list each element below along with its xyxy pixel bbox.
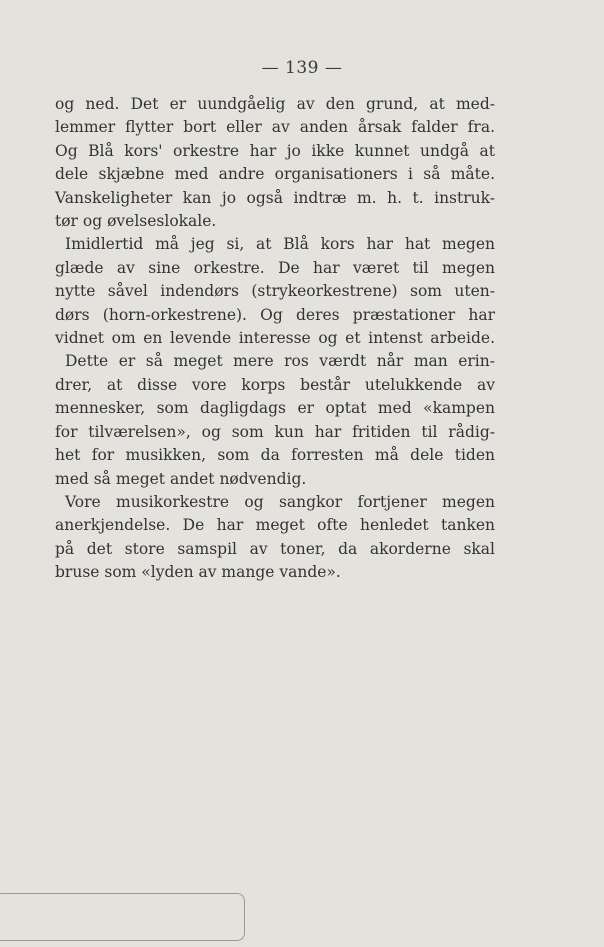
text-line: Dette er så meget mere ros værdt når man erin- (65, 352, 495, 371)
text-line: Og Blå kors' orkestre har jo ikke kunnet undgå at (55, 141, 495, 160)
text-line: vidnet om en levende interesse og et intenst arbeide. (55, 329, 495, 348)
text-line: nytte såvel indendørs (strykeorkestrene) som uten- (55, 282, 495, 301)
text-line: og ned. Det er uundgåelig av den grund, at med- (55, 95, 495, 113)
text-line: dele skjæbne med andre organisationers i så måte. (55, 165, 495, 184)
text-line: for tilværelsen», og som kun har fritiden til rådig- (55, 422, 495, 441)
text-line: mennesker, som dagligdags er optat med «kampen (55, 399, 495, 418)
text-line: lemmer flytter bort eller av anden årsak falder fra. (55, 118, 495, 137)
text-line: med så meget andet nødvendig. (55, 469, 307, 488)
text-line: anerkjendelse. De har meget ofte henledet tanken (55, 516, 495, 535)
page-tab-outline (0, 893, 245, 941)
text-line: Vore musikorkestre og sangkor fortjener megen (65, 492, 495, 511)
text-line: het for musikken, som da forresten må dele tiden (55, 446, 495, 465)
body-text (55, 93, 495, 585)
text-line: bruse som «lyden av mange vande». (55, 563, 341, 582)
text-line: Imidlertid må jeg si, at Blå kors har hat megen (65, 235, 495, 254)
text-line: Vanskeligheter kan jo også indtræ m. h. t. instruk- (55, 188, 495, 207)
text-line: dørs (horn-orkestrene). Og deres præstationer har (55, 305, 495, 324)
text-line: glæde av sine orkestre. De har været til megen (55, 258, 495, 277)
text-line: tør og øvelseslokale. (55, 212, 217, 231)
text-line: på det store samspil av toner, da akorderne skal (55, 539, 495, 558)
page-number: — 139 — (261, 58, 343, 78)
text-line: drer, at disse vore korps består utelukkende av (55, 375, 495, 394)
